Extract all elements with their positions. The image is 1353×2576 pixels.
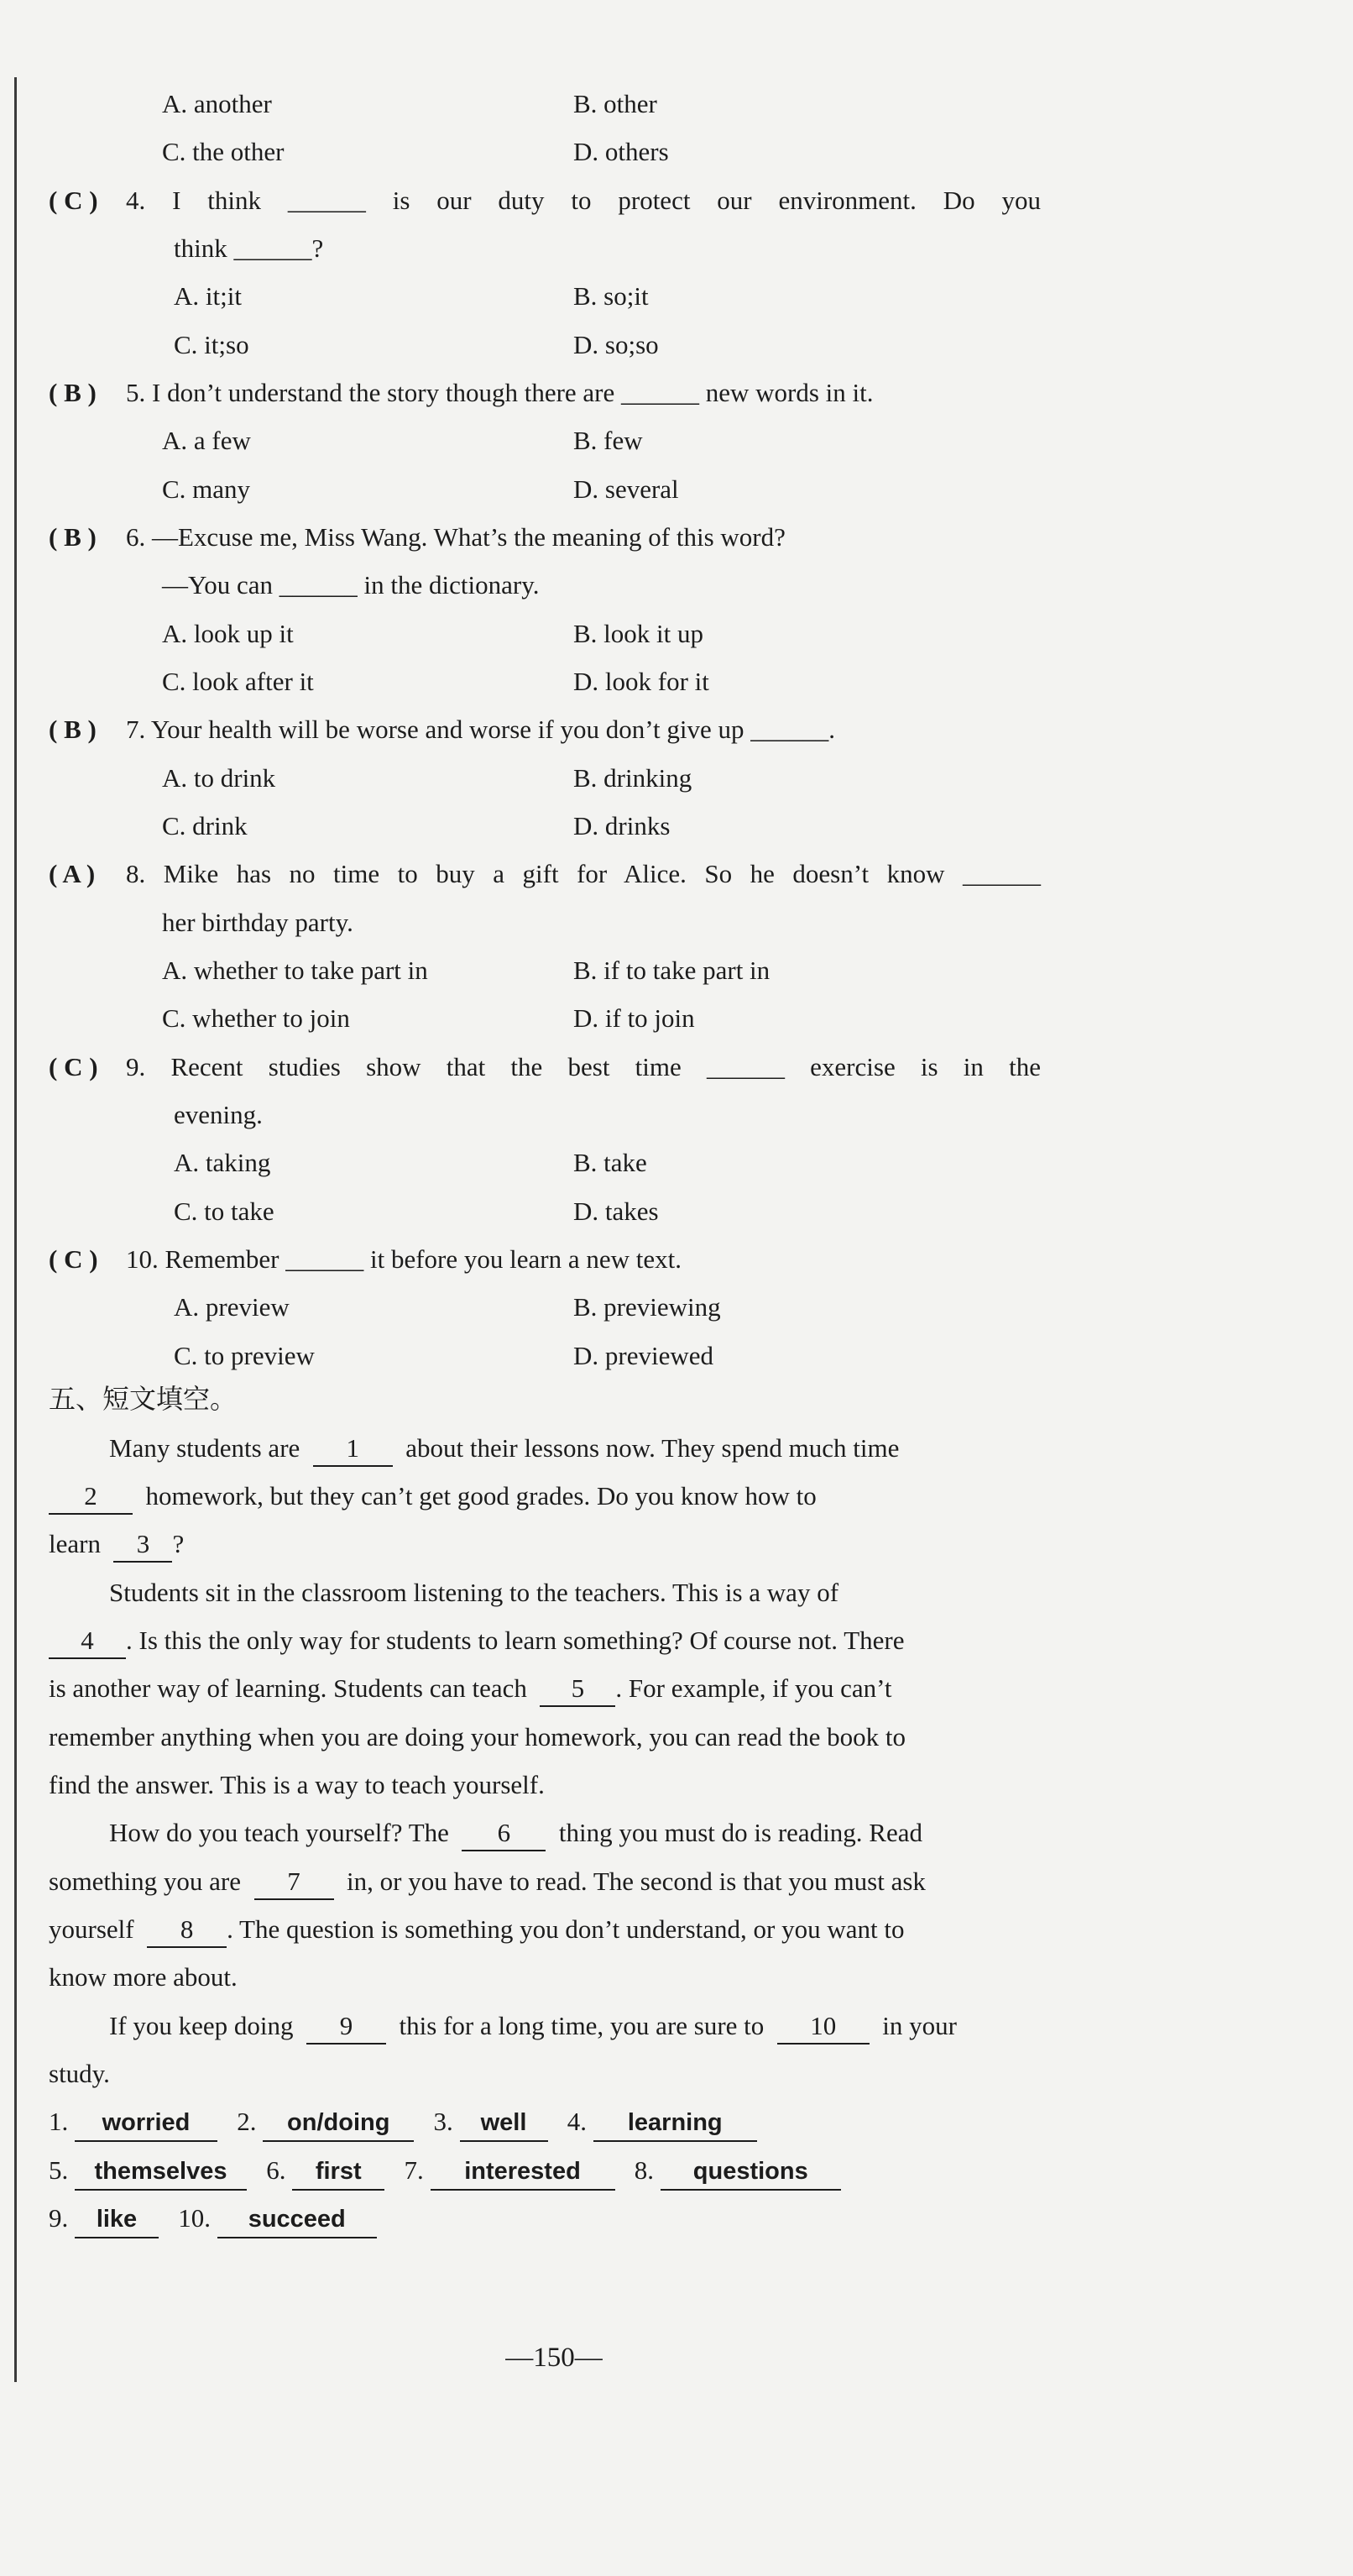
option-d: D. so;so [573, 330, 659, 359]
question-7 [0, 706, 1353, 753]
answers-row-1: 1. worried 2. on/doing 3. well 4. learning [49, 2098, 757, 2145]
option-b: B. drinking [573, 763, 692, 793]
passage-line: learn 3 ? [49, 1521, 184, 1568]
page-number: —150— [505, 2343, 603, 2373]
blank-8: 8 [147, 1913, 227, 1948]
answer-8: questions [661, 2154, 841, 2191]
answer-6: first [292, 2154, 384, 2191]
option-d: D. drinks [573, 811, 671, 840]
option-d: D. if to join [573, 1003, 695, 1033]
q7-options-row-1 [0, 755, 1353, 802]
question-4 [0, 177, 1353, 224]
passage-line: Many students are 1 about their lessons now. They spend much time [109, 1425, 899, 1472]
section-heading: 五、短文填空。 [49, 1383, 238, 1415]
question-9-continued [0, 1092, 1353, 1139]
q4-options-row-1 [0, 273, 1353, 320]
question-text: 5. I don’t understand the story though there are ______ new words in it. [126, 378, 874, 407]
q6-options-row-1 [0, 610, 1353, 657]
option-c: C. the other [162, 137, 285, 166]
option-b: B. take [573, 1148, 647, 1177]
q8-options-row-1 [0, 947, 1353, 994]
blank-7: 7 [254, 1865, 334, 1900]
blank-5: 5 [540, 1672, 615, 1707]
option-d: D. others [573, 137, 669, 166]
passage-line: 4 . Is this the only way for students to learn something? Of course not. There [49, 1617, 905, 1664]
option-b: B. look it up [573, 619, 704, 648]
q10-options-row-2 [0, 1333, 1353, 1380]
passage-line: How do you teach yourself? The 6 thing you must do is reading. Read [109, 1809, 922, 1856]
answer-4: learning [593, 2105, 757, 2142]
question-text-continued: her birthday party. [162, 908, 353, 937]
option-b: B. few [573, 426, 643, 455]
option-d: D. several [573, 474, 679, 504]
question-4-continued [0, 225, 1353, 272]
option-b: B. previewing [573, 1292, 721, 1322]
q9-options-row-1 [0, 1139, 1353, 1186]
q4-options-row-2 [0, 322, 1353, 369]
option-a: A. taking [174, 1148, 271, 1177]
passage-line: is another way of learning. Students can teach 5 . For example, if you can’t [49, 1665, 892, 1712]
answer-mark: ( C ) [49, 186, 98, 215]
question-text: 10. Remember ______ it before you learn a new text. [126, 1244, 682, 1274]
passage-line: find the answer. This is a way to teach yourself. [49, 1770, 545, 1799]
question-text-continued: —You can ______ in the dictionary. [162, 570, 540, 599]
option-c: C. to take [174, 1196, 274, 1226]
q8-options-row-2 [0, 995, 1353, 1042]
q3-options-row-2 [0, 128, 1353, 175]
option-b: B. so;it [573, 281, 649, 311]
passage-line: Students sit in the classroom listening to the teachers. This is a way of [109, 1578, 839, 1607]
option-a: A. to drink [162, 763, 276, 793]
question-10 [0, 1236, 1353, 1283]
option-b: B. other [573, 89, 657, 118]
passage-line: something you are 7 in, or you have to read. The second is that you must ask [49, 1858, 926, 1905]
option-a: A. it;it [174, 281, 242, 311]
option-d: D. look for it [573, 667, 709, 696]
q9-options-row-2 [0, 1188, 1353, 1235]
option-c: C. look after it [162, 667, 314, 696]
answers-row-3: 9. like 10. succeed [49, 2195, 377, 2242]
passage-line: If you keep doing 9 this for a long time, you are sure to 10 in your [109, 2003, 957, 2050]
passage-line: yourself 8 . The question is something you don’t understand, or you want to [49, 1906, 904, 1953]
passage-line: study. [49, 2059, 110, 2088]
option-a: A. a few [162, 426, 251, 455]
blank-3: 3 [113, 1527, 172, 1563]
q3-options-row-1 [0, 81, 1353, 128]
option-c: C. to preview [174, 1341, 315, 1370]
answer-mark: ( C ) [49, 1052, 98, 1081]
question-5 [0, 369, 1353, 416]
option-b: B. if to take part in [573, 956, 771, 985]
question-8 [0, 851, 1353, 898]
question-text-continued: evening. [174, 1100, 263, 1129]
blank-1: 1 [313, 1432, 393, 1467]
answer-2: on/doing [263, 2105, 414, 2142]
answer-mark: ( B ) [49, 522, 97, 552]
option-c: C. drink [162, 811, 248, 840]
answer-mark: ( B ) [49, 715, 97, 744]
question-6-continued [0, 562, 1353, 609]
question-text: 6. —Excuse me, Miss Wang. What’s the meaning of this word? [126, 522, 786, 552]
blank-6: 6 [462, 1816, 546, 1851]
question-text: 9. Recent studies show that the best time ______ exercise is in the [126, 1052, 1041, 1081]
option-c: C. many [162, 474, 251, 504]
option-c: C. whether to join [162, 1003, 350, 1033]
question-text: 4. I think ______ is our duty to protect our environment. Do you [126, 186, 1042, 215]
passage-line: 2 homework, but they can’t get good grades. Do you know how to [49, 1473, 817, 1520]
q6-options-row-2 [0, 658, 1353, 705]
answer-5: themselves [75, 2154, 247, 2191]
passage-line: know more about. [49, 1962, 238, 1992]
blank-9: 9 [306, 2009, 386, 2045]
option-a: A. look up it [162, 619, 294, 648]
answers-row-2: 5. themselves 6. first 7. interested 8. questions [49, 2147, 841, 2194]
question-8-continued [0, 899, 1353, 946]
answer-7: interested [431, 2154, 615, 2191]
option-a: A. preview [174, 1292, 290, 1322]
q5-options-row-2 [0, 466, 1353, 513]
question-text-continued: think ______? [174, 233, 324, 263]
question-6 [0, 514, 1353, 561]
question-text: 8. Mike has no time to buy a gift for Alice. So he doesn’t know ______ [126, 859, 1042, 888]
answer-3: well [460, 2105, 548, 2142]
answer-mark: ( C ) [49, 1244, 98, 1274]
q10-options-row-1 [0, 1284, 1353, 1331]
q7-options-row-2 [0, 803, 1353, 850]
option-a: A. another [162, 89, 272, 118]
option-d: D. previewed [573, 1341, 713, 1370]
answer-mark: ( A ) [49, 859, 96, 888]
blank-10: 10 [777, 2009, 870, 2045]
option-c: C. it;so [174, 330, 249, 359]
answer-1: worried [75, 2105, 217, 2142]
answer-9: like [75, 2202, 159, 2238]
question-text: 7. Your health will be worse and worse if you don’t give up ______. [126, 715, 835, 744]
question-9 [0, 1044, 1353, 1091]
answer-mark: ( B ) [49, 378, 97, 407]
option-d: D. takes [573, 1196, 659, 1226]
blank-2: 2 [49, 1479, 133, 1515]
answer-10: succeed [217, 2202, 377, 2238]
passage-line: remember anything when you are doing your homework, you can read the book to [49, 1722, 906, 1751]
q5-options-row-1 [0, 417, 1353, 464]
option-a: A. whether to take part in [162, 956, 428, 985]
blank-4: 4 [49, 1624, 126, 1659]
